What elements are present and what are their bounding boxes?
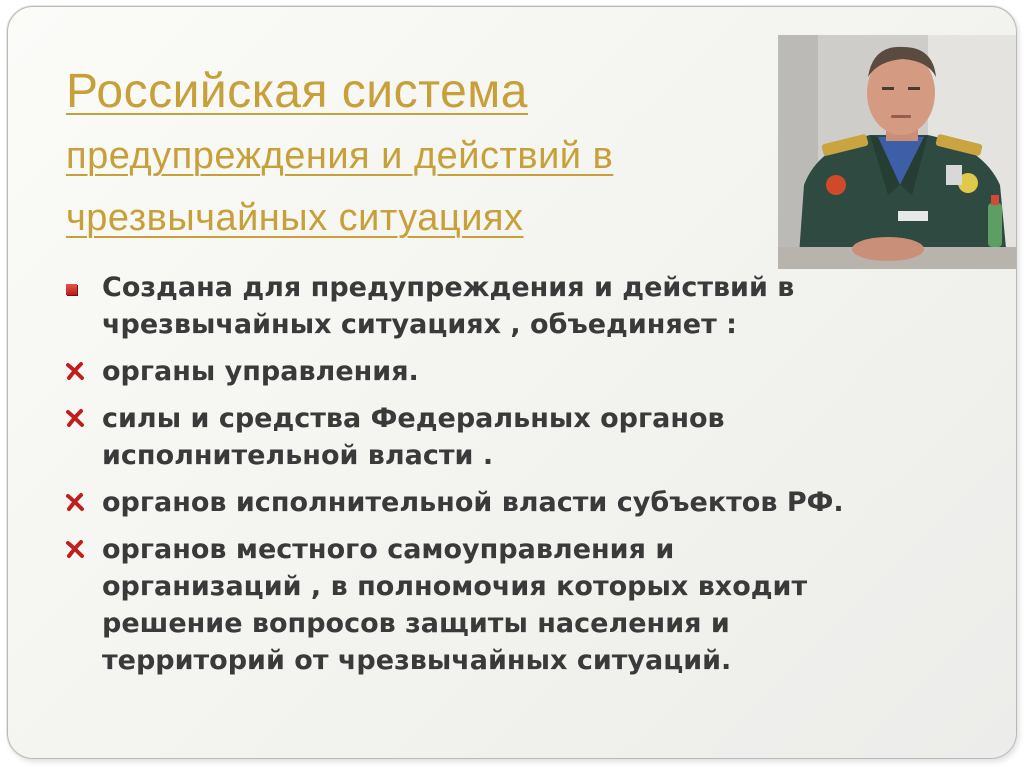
item-line: организаций , в полномочия которых входит xyxy=(102,571,808,602)
list-item xyxy=(64,531,964,679)
person-in-uniform-photo xyxy=(778,35,1017,269)
title-line-2: предупреждения и действий в xyxy=(66,135,614,177)
item-line: органы управления. xyxy=(102,356,419,387)
item-line: силы и средства Федеральных органов xyxy=(102,403,725,434)
title-line-3: чрезвычайных ситуациях xyxy=(66,197,524,239)
intro-line-1: Создана для предупреждения и действий в xyxy=(102,272,795,303)
x-bullet-icon xyxy=(64,538,86,560)
item-line: органов местного самоуправления и xyxy=(102,534,675,565)
x-bullet-icon xyxy=(64,360,86,382)
slide-title xyxy=(66,59,786,249)
item-line: территорий от чрезвычайных ситуаций. xyxy=(102,645,732,676)
title-line-1: Российская система xyxy=(66,65,528,118)
intro-line-2: чрезвычайных ситуациях , объединяет : xyxy=(102,309,737,340)
x-bullet-icon xyxy=(64,491,86,513)
person-photo xyxy=(778,35,1017,269)
bullet-list xyxy=(64,269,964,689)
item-line: органов исполнительной власти субъектов РФ. xyxy=(102,487,844,518)
list-item xyxy=(64,269,964,343)
square-bullet-icon xyxy=(66,284,77,295)
list-item xyxy=(64,400,964,474)
x-bullet-icon xyxy=(64,407,86,429)
list-item xyxy=(64,353,964,390)
item-line: исполнительной власти . xyxy=(102,440,494,471)
item-line: решение вопросов защиты населения и xyxy=(102,608,730,639)
list-item xyxy=(64,484,964,521)
slide xyxy=(7,6,1017,759)
